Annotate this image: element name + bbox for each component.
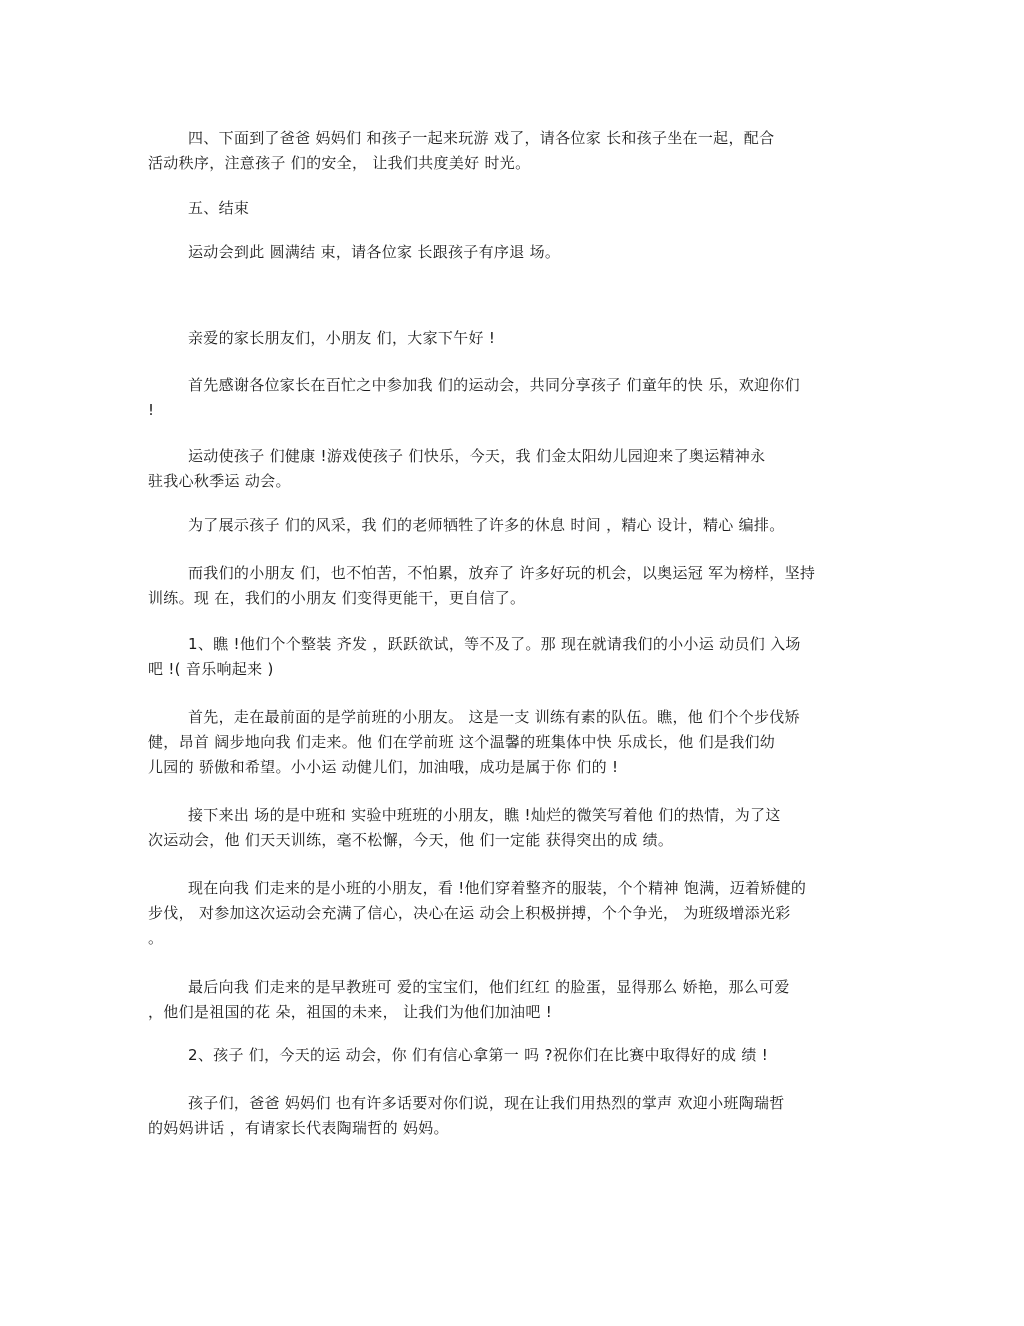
text-line: 运动会到此 圆满结 束，请各位家 长跟孩子有序退 场。	[188, 243, 561, 261]
text-line: ，他们是祖国的花 朵，祖国的未来， 让我们为他们加油吧 !	[148, 1003, 553, 1021]
text-line: 为了展示孩子 们的风采，我 们的老师牺牲了许多的休息 时间 ，精心 设计，精心 编排。	[188, 516, 785, 534]
text-line: 步伐， 对参加这次运动会充满了信心，决心在运 动会上积极拼搏，个个争光， 为班级增添光彩	[148, 904, 791, 922]
paragraph-training	[148, 561, 848, 611]
text-line: 接下来出 场的是中班和 实验中班班的小朋友，瞧 !灿烂的微笑写着他 们的热情，为了这	[188, 806, 781, 824]
text-line: 驻我心秋季运 动会。	[148, 472, 291, 490]
paragraph-early-education	[148, 975, 848, 1025]
text-line: 。	[148, 929, 164, 947]
paragraph-preschool-class	[148, 705, 848, 780]
text-line: 最后向我 们走来的是早教班可 爱的宝宝们，他们红红 的脸蛋，显得那么 娇艳，那么可爱	[188, 978, 790, 996]
text-line: 训练。现 在，我们的小朋友 们变得更能干，更自信了。	[148, 589, 526, 607]
text-line: 健，昂首 阔步地向我 们走来。他 们在学前班 这个温馨的班集体中快 乐成长，他 们是我们幼	[148, 733, 776, 751]
paragraph-greeting	[148, 326, 848, 351]
text-line: 首先感谢各位家长在百忙之中参加我 们的运动会，共同分享孩子 们童年的快 乐，欢迎你们	[188, 376, 800, 394]
text-line: 而我们的小朋友 们，也不怕苦，不怕累，放弃了 许多好玩的机会，以奥运冠 军为榜样，坚持	[188, 564, 816, 582]
text-line: 现在向我 们走来的是小班的小朋友，看 !他们穿着整齐的服装，个个精神 饱满，迈着矫健的	[188, 879, 807, 897]
paragraph-middle-class	[148, 803, 848, 853]
text-line: 的妈妈讲话 ，有请家长代表陶瑞哲的 妈妈。	[148, 1119, 449, 1137]
paragraph-welcome	[148, 373, 848, 423]
text-line: 五、结束	[188, 199, 250, 217]
paragraph-sports-meet	[148, 444, 848, 494]
paragraph-confidence	[148, 1043, 848, 1068]
paragraph-small-class	[148, 876, 848, 951]
text-line: 亲爱的家长朋友们，小朋友 们，大家下午好 !	[188, 329, 496, 347]
text-line: 四、下面到了爸爸 妈妈们 和孩子一起来玩游 戏了，请各位家 长和孩子坐在一起，配合	[188, 129, 775, 147]
paragraph-teachers	[148, 513, 848, 538]
text-line: 1、瞧 !他们个个整装 齐发 ，跃跃欲试，等不及了。那 现在就请我们的小小运 动员们 入场	[188, 635, 801, 653]
text-line: 2、孩子 们，今天的运 动会，你 们有信心拿第一 吗 ?祝你们在比赛中取得好的成 绩 !	[188, 1046, 769, 1064]
text-line: 儿园的 骄傲和希望。小小运 动健儿们，加油哦，成功是属于你 们的 !	[148, 758, 619, 776]
text-line: 孩子们，爸爸 妈妈们 也有许多话要对你们说，现在让我们用热烈的掌声 欢迎小班陶瑞哲	[188, 1094, 785, 1112]
section-heading-ending	[148, 196, 848, 221]
text-line: 运动使孩子 们健康 !游戏使孩子 们快乐，今天，我 们金太阳幼儿园迎来了奥运精神永	[188, 447, 766, 465]
text-line: 吧 !( 音乐响起来 )	[148, 660, 274, 678]
paragraph-parent-speech	[148, 1091, 848, 1141]
text-line: 首先，走在最前面的是学前班的小朋友。 这是一支 训练有素的队伍。瞧，他 们个个步伐矫	[188, 708, 800, 726]
paragraph-closing	[148, 240, 848, 265]
paragraph-games	[148, 126, 848, 176]
text-line: 活动秩序，注意孩子 们的安全， 让我们共度美好 时光。	[148, 154, 531, 172]
paragraph-entrance	[148, 632, 848, 682]
text-line: !	[148, 401, 155, 419]
text-line: 次运动会，他 们天天训练，毫不松懈，今天，他 们一定能 获得突出的成 绩。	[148, 831, 674, 849]
